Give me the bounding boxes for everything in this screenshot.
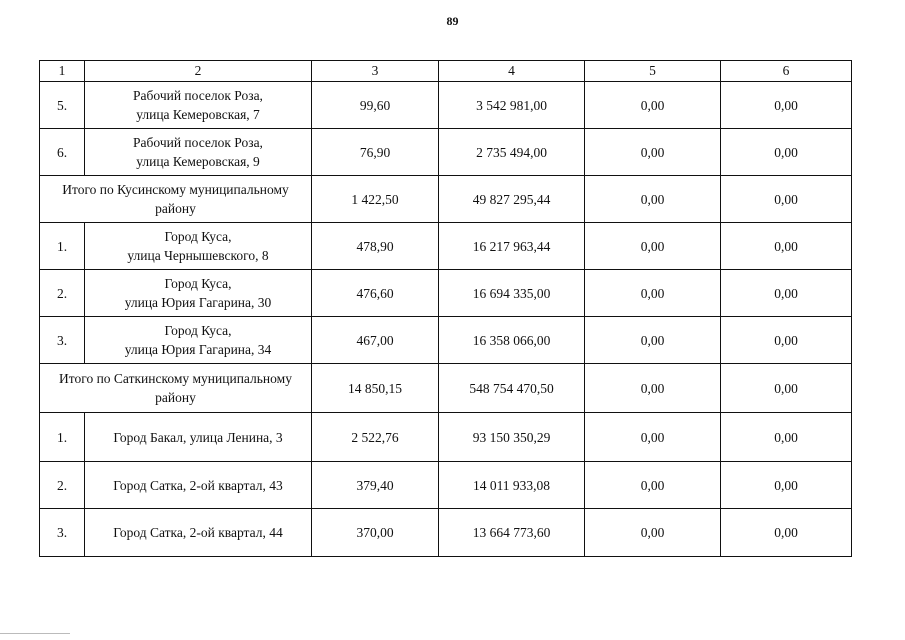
row-number: 6. (40, 129, 85, 176)
total-row (40, 176, 852, 223)
column-header: 5 (585, 61, 721, 82)
value-col5: 0,00 (585, 462, 721, 509)
total-label-line: Итого по Саткинскому муниципальному (59, 371, 292, 386)
value-col6: 0,00 (721, 462, 852, 509)
value-col3: 379,40 (312, 462, 439, 509)
total-label-cell (40, 176, 312, 223)
address-line: Город Куса, (164, 276, 232, 291)
address-cell (85, 317, 312, 364)
value-col4: 16 217 963,44 (439, 223, 585, 270)
value-col5: 0,00 (585, 270, 721, 317)
value-col6: 0,00 (721, 176, 852, 223)
bottom-divider (0, 633, 70, 634)
total-label-line: району (155, 201, 196, 216)
value-col4: 93 150 350,29 (439, 413, 585, 462)
row-number: 2. (40, 462, 85, 509)
housing-table (39, 60, 852, 557)
value-col4: 49 827 295,44 (439, 176, 585, 223)
value-col6: 0,00 (721, 413, 852, 462)
value-col4: 13 664 773,60 (439, 509, 585, 557)
table-row (40, 317, 852, 364)
value-col3: 467,00 (312, 317, 439, 364)
address-line: улица Юрия Гагарина, 30 (124, 295, 272, 310)
value-col3: 14 850,15 (312, 364, 439, 413)
address-line: Город Куса, (164, 229, 232, 244)
value-col6: 0,00 (721, 364, 852, 413)
value-col6: 0,00 (721, 509, 852, 557)
address-cell: Город Бакал, улица Ленина, 3 (85, 413, 312, 462)
row-number: 1. (40, 223, 85, 270)
value-col3: 476,60 (312, 270, 439, 317)
total-label-line: Итого по Кусинскому муниципальному (62, 182, 289, 197)
address-line: улица Кемеровская, 7 (136, 107, 260, 122)
table-row (40, 509, 852, 557)
row-number: 3. (40, 509, 85, 557)
value-col5: 0,00 (585, 129, 721, 176)
value-col4: 16 358 066,00 (439, 317, 585, 364)
value-col6: 0,00 (721, 270, 852, 317)
value-col5: 0,00 (585, 82, 721, 129)
address-cell (85, 223, 312, 270)
value-col3: 2 522,76 (312, 413, 439, 462)
column-header: 2 (85, 61, 312, 82)
value-col4: 548 754 470,50 (439, 364, 585, 413)
value-col5: 0,00 (585, 413, 721, 462)
value-col6: 0,00 (721, 317, 852, 364)
total-row (40, 364, 852, 413)
value-col6: 0,00 (721, 82, 852, 129)
column-header: 4 (439, 61, 585, 82)
value-col5: 0,00 (585, 223, 721, 270)
column-header: 6 (721, 61, 852, 82)
address-cell (85, 129, 312, 176)
table-row (40, 413, 852, 462)
value-col3: 99,60 (312, 82, 439, 129)
value-col5: 0,00 (585, 176, 721, 223)
value-col4: 3 542 981,00 (439, 82, 585, 129)
row-number: 2. (40, 270, 85, 317)
address-cell (85, 270, 312, 317)
value-col4: 16 694 335,00 (439, 270, 585, 317)
row-number: 1. (40, 413, 85, 462)
value-col6: 0,00 (721, 129, 852, 176)
value-col4: 2 735 494,00 (439, 129, 585, 176)
value-col3: 478,90 (312, 223, 439, 270)
value-col5: 0,00 (585, 364, 721, 413)
address-line: улица Чернышевского, 8 (127, 248, 269, 263)
address-line: улица Кемеровская, 9 (136, 154, 260, 169)
total-label-cell (40, 364, 312, 413)
row-number: 5. (40, 82, 85, 129)
address-line: улица Юрия Гагарина, 34 (124, 342, 272, 357)
page-number: 89 (446, 14, 459, 28)
table-row (40, 462, 852, 509)
address-line: Рабочий поселок Роза, (133, 88, 263, 103)
value-col5: 0,00 (585, 509, 721, 557)
table-header-row (40, 61, 852, 82)
column-header: 3 (312, 61, 439, 82)
value-col6: 0,00 (721, 223, 852, 270)
address-cell: Город Сатка, 2-ой квартал, 43 (85, 462, 312, 509)
table-row (40, 129, 852, 176)
address-line: Город Куса, (164, 323, 232, 338)
value-col3: 370,00 (312, 509, 439, 557)
value-col5: 0,00 (585, 317, 721, 364)
address-cell: Город Сатка, 2-ой квартал, 44 (85, 509, 312, 557)
address-line: Рабочий поселок Роза, (133, 135, 263, 150)
table-row (40, 82, 852, 129)
row-number: 3. (40, 317, 85, 364)
column-header: 1 (40, 61, 85, 82)
value-col4: 14 011 933,08 (439, 462, 585, 509)
table-row (40, 223, 852, 270)
address-cell (85, 82, 312, 129)
total-label-line: району (155, 390, 196, 405)
table-row (40, 270, 852, 317)
value-col3: 76,90 (312, 129, 439, 176)
value-col3: 1 422,50 (312, 176, 439, 223)
